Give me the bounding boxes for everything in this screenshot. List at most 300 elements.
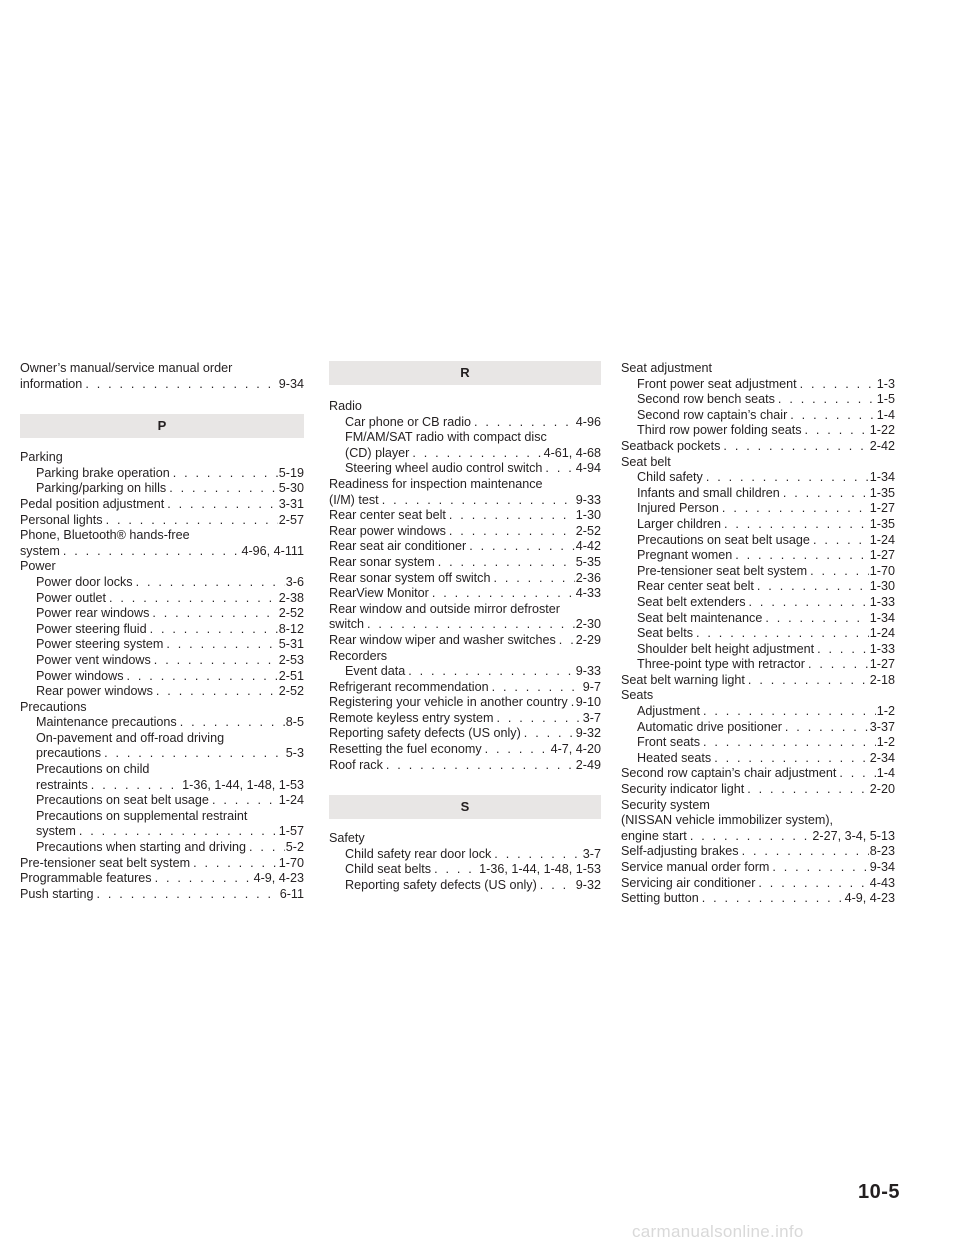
index-entry [621, 876, 895, 892]
dot-leader [149, 606, 277, 622]
entry-page-ref: 2-52 [575, 523, 601, 538]
index-entry [329, 664, 601, 680]
index-heading: Precautions on supplemental restraint [36, 808, 248, 823]
entry-page-ref: 2-29 [575, 632, 601, 647]
index-column-2 [329, 361, 601, 894]
index-entry [621, 392, 895, 408]
index-entry [621, 860, 895, 876]
entry-page-ref: 9-33 [575, 664, 601, 679]
index-heading: Seat belt [621, 454, 671, 469]
entry-page-ref: 1-70 [869, 563, 895, 578]
dot-leader [491, 847, 582, 863]
entry-term: Parking/parking on hills [36, 481, 167, 496]
index-entry [329, 461, 601, 477]
dot-leader [364, 617, 575, 633]
entry-term: Pre-tensioner seat belt system [20, 855, 191, 870]
dot-leader [787, 408, 876, 424]
entry-term: Event data [345, 664, 406, 679]
entry-page-ref: 5-19 [278, 465, 304, 480]
dot-leader [797, 377, 876, 393]
entry-page-ref: 1-27 [869, 501, 895, 516]
index-entry [20, 778, 304, 794]
index-entry [20, 497, 304, 513]
entry-term: Parking brake operation [36, 465, 170, 480]
index-entry [621, 844, 895, 860]
entry-page-ref: 4-96 [575, 414, 601, 429]
index-entry [20, 840, 304, 856]
index-entry [329, 571, 601, 587]
dot-leader [568, 695, 575, 711]
dot-leader [151, 653, 278, 669]
index-heading: Seat adjustment [621, 361, 713, 375]
entry-page-ref: 8-23 [869, 844, 895, 859]
entry-term: Second row bench seats [637, 392, 775, 407]
dot-leader [744, 782, 869, 798]
index-entry [621, 829, 895, 845]
index-entry [329, 711, 601, 727]
dot-leader [732, 548, 869, 564]
index-entry [621, 891, 895, 907]
dot-leader [209, 793, 278, 809]
index-entry [20, 669, 304, 685]
dot-leader [133, 575, 285, 591]
entry-term: Seat belt maintenance [637, 610, 763, 625]
index-entry [20, 466, 304, 482]
index-entry [20, 824, 304, 840]
entry-term: Second row captain’s chair [637, 407, 788, 422]
index-heading: On-pavement and off-road driving [36, 730, 225, 745]
entry-page-ref: 1-35 [869, 485, 895, 500]
entry-page-ref: 2-53 [278, 652, 304, 667]
entry-term: Pregnant women [637, 548, 733, 563]
dot-leader [106, 591, 278, 607]
entry-page-ref: 1-4 [876, 407, 895, 422]
entry-page-ref: 2-20 [869, 782, 895, 797]
index-entry [621, 408, 895, 424]
entry-page-ref: 5-3 [285, 746, 304, 761]
dot-leader [782, 720, 869, 736]
index-entry [329, 493, 601, 509]
dot-leader [88, 778, 181, 794]
dot-leader [383, 758, 575, 774]
entry-page-ref: 4-43 [869, 875, 895, 890]
index-entry [621, 611, 895, 627]
dot-leader [775, 392, 876, 408]
index-entry [621, 751, 895, 767]
index-entry [20, 637, 304, 653]
index-entry [329, 524, 601, 540]
entry-term: Shoulder belt height adjustment [637, 641, 815, 656]
index-entry [329, 508, 601, 524]
dot-leader [810, 533, 869, 549]
entry-page-ref: 1-36, 1-44, 1-48, 1-53 [182, 777, 304, 792]
entry-page-ref: 4-42 [575, 539, 601, 554]
entry-page-ref: 2-52 [278, 684, 304, 699]
entry-term: RearView Monitor [329, 586, 429, 601]
entry-term: Power rear windows [36, 606, 150, 621]
entry-page-ref: 2-34 [869, 750, 895, 765]
index-entry [621, 548, 895, 564]
entry-term: Three-point type with retractor [637, 657, 805, 672]
dot-leader [163, 637, 277, 653]
index-heading: Owner’s manual/service manual order [20, 361, 233, 375]
entry-term: Rear center seat belt [637, 579, 754, 594]
entry-page-ref: 9-34 [278, 376, 304, 391]
index-entry [329, 878, 601, 894]
index-heading: Safety [329, 831, 365, 846]
dot-leader [103, 513, 278, 529]
entry-term: Rear power windows [329, 523, 446, 538]
dot-leader [762, 611, 868, 627]
entry-page-ref: 1-27 [869, 548, 895, 563]
section-header-s: S [329, 795, 601, 819]
index-entry [20, 856, 304, 872]
entry-term: Self-adjusting brakes [621, 844, 739, 859]
entry-page-ref: 1-36, 1-44, 1-48, 1-53 [479, 862, 601, 877]
entry-term: Precautions on seat belt usage [637, 532, 810, 547]
index-entry [20, 653, 304, 669]
dot-leader [471, 415, 575, 431]
entry-term: Registering your vehicle in another country [329, 695, 568, 710]
dot-leader [482, 742, 550, 758]
index-entry [621, 470, 895, 486]
entry-term: Service manual order form [621, 860, 770, 874]
dot-leader [754, 579, 869, 595]
index-heading: Security system [621, 797, 710, 812]
dot-leader [693, 626, 869, 642]
entry-term: Second row captain’s chair adjustment [621, 766, 837, 781]
entry-term: information [20, 376, 83, 391]
dot-leader [739, 844, 869, 860]
entry-page-ref: 2-30 [575, 617, 601, 632]
entry-page-ref: 1-35 [869, 516, 895, 531]
dot-leader [836, 766, 875, 782]
entry-term: Reporting safety defects (US only) [345, 878, 537, 893]
entry-page-ref: 2-51 [278, 668, 304, 683]
dot-leader [711, 751, 869, 767]
entry-page-ref: 2-18 [869, 672, 895, 687]
index-heading: Radio [329, 399, 362, 413]
dot-leader [446, 508, 575, 524]
entry-term: Steering wheel audio control switch [345, 461, 543, 476]
index-entry [329, 695, 601, 711]
entry-page-ref: 1-3 [876, 376, 895, 391]
entry-term: Power windows [36, 668, 124, 683]
dot-leader [700, 735, 876, 751]
entry-page-ref: 9-7 [582, 679, 601, 694]
entry-term: Pedal position adjustment [20, 496, 165, 511]
index-entry [621, 766, 895, 782]
index-entry [621, 735, 895, 751]
dot-leader [745, 673, 869, 689]
dot-leader [164, 497, 278, 513]
entry-page-ref: 2-57 [278, 512, 304, 527]
dot-leader [556, 633, 575, 649]
dot-leader [446, 524, 575, 540]
dot-leader [153, 684, 278, 700]
entry-term: Heated seats [637, 750, 712, 765]
entry-page-ref: 1-5 [876, 392, 895, 407]
entry-page-ref: 5-35 [575, 554, 601, 569]
index-entry [20, 544, 304, 560]
index-entry [621, 642, 895, 658]
entry-term: Larger children [637, 516, 722, 531]
entry-page-ref: 1-4 [876, 766, 895, 781]
entry-term: Seat belt extenders [637, 594, 746, 609]
entry-page-ref: 1-33 [869, 641, 895, 656]
index-entry [329, 539, 601, 555]
entry-page-ref: 1-30 [869, 579, 895, 594]
watermark[interactable]: carmanualsonline.info [632, 1222, 804, 1241]
entry-page-ref: 1-22 [869, 423, 895, 438]
index-entry [20, 481, 304, 497]
entry-page-ref: 1-33 [869, 594, 895, 609]
index-heading: Precautions on child [36, 762, 150, 777]
entry-term: Rear power windows [36, 684, 153, 699]
index-entry [621, 533, 895, 549]
dot-leader [379, 493, 575, 509]
entry-term: Personal lights [20, 512, 103, 527]
entry-term: Front power seat adjustment [637, 376, 797, 391]
index-entry [621, 517, 895, 533]
index-entry [621, 720, 895, 736]
entry-page-ref: 8-12 [278, 621, 304, 636]
entry-page-ref: 4-94 [575, 461, 601, 476]
entry-page-ref: 3-7 [582, 710, 601, 725]
entry-page-ref: 1-24 [869, 532, 895, 547]
entry-page-ref: 1-2 [876, 704, 895, 719]
index-entry [329, 555, 601, 571]
dot-leader [699, 891, 844, 907]
entry-page-ref: 2-52 [278, 606, 304, 621]
entry-page-ref: 4-9, 4-23 [844, 891, 895, 906]
entry-term: Rear window wiper and washer switches [329, 632, 556, 647]
page-number: 10-5 [858, 1181, 901, 1203]
index-entry [621, 439, 895, 455]
entry-page-ref: 1-24 [869, 626, 895, 641]
entry-term: Infants and small children [637, 485, 780, 500]
index-entry [20, 746, 304, 762]
index-entry [329, 586, 601, 602]
entry-term: Precautions when starting and driving [36, 840, 247, 855]
entry-term: Car phone or CB radio [345, 414, 472, 429]
dot-leader [814, 642, 869, 658]
entry-term: Setting button [621, 891, 699, 906]
entry-page-ref: 5-30 [278, 481, 304, 496]
entry-page-ref: 4-33 [575, 586, 601, 601]
index-entry [329, 617, 601, 633]
index-heading: Power [20, 559, 56, 574]
index-entry [621, 377, 895, 393]
dot-leader [490, 571, 574, 587]
entry-page-ref: 1-30 [575, 508, 601, 523]
dot-leader [807, 564, 869, 580]
index-entry [20, 793, 304, 809]
entry-page-ref: 9-32 [575, 878, 601, 893]
dot-leader [94, 887, 279, 903]
index-entry [329, 742, 601, 758]
dot-leader [780, 486, 869, 502]
index-entry [329, 680, 601, 696]
index-entry [20, 887, 304, 903]
index-entry [20, 871, 304, 887]
dot-leader [755, 876, 868, 892]
entry-page-ref: 1-34 [869, 470, 895, 485]
index-entry [329, 446, 601, 462]
index-heading: Seats [621, 688, 654, 703]
dot-leader [687, 829, 812, 845]
entry-page-ref: 4-9, 4-23 [253, 871, 304, 886]
entry-term: Security indicator light [621, 782, 745, 797]
index-entry [329, 415, 601, 431]
index-entry [329, 726, 601, 742]
index-column-1 [20, 361, 304, 902]
index-entry [621, 595, 895, 611]
entry-term: Maintenance precautions [36, 715, 177, 730]
dot-leader [703, 470, 869, 486]
entry-term: Resetting the fuel economy [329, 742, 482, 757]
index-heading: FM/AM/SAT radio with compact disc [345, 430, 547, 445]
entry-term: Third row power folding seats [637, 423, 802, 438]
entry-term: Automatic drive positioner [637, 719, 782, 734]
dot-leader [466, 539, 575, 555]
dot-leader [190, 856, 278, 872]
dot-leader [721, 517, 869, 533]
dot-leader [246, 840, 285, 856]
entry-page-ref: 9-10 [575, 695, 601, 710]
dot-leader [409, 446, 542, 462]
dot-leader [435, 555, 575, 571]
index-heading: Phone, Bluetooth® hands-free [20, 528, 190, 543]
entry-term: Push starting [20, 886, 94, 901]
entry-term: Rear seat air conditioner [329, 539, 467, 554]
index-entry [329, 847, 601, 863]
entry-term: Child safety rear door lock [345, 846, 492, 861]
index-entry [621, 657, 895, 673]
index-entry [20, 591, 304, 607]
entry-page-ref: 3-6 [285, 574, 304, 589]
dot-leader [537, 878, 575, 894]
entry-page-ref: 4-96, 4-111 [241, 543, 304, 558]
dot-leader [493, 711, 581, 727]
index-entry [20, 575, 304, 591]
entry-page-ref: 8-5 [285, 715, 304, 730]
entry-term: restraints [36, 777, 88, 792]
index-entry [621, 423, 895, 439]
index-column-3 [621, 361, 895, 907]
index-entry [20, 715, 304, 731]
entry-term: Pre-tensioner seat belt system [637, 563, 808, 578]
entry-term: Reporting safety defects (US only) [329, 726, 521, 741]
entry-page-ref: 3-7 [582, 846, 601, 861]
index-entry [20, 377, 304, 393]
entry-term: precautions [36, 746, 102, 761]
index-entry [20, 684, 304, 700]
entry-term: Front seats [637, 735, 700, 750]
dot-leader [489, 680, 582, 696]
entry-page-ref: 2-49 [575, 757, 601, 772]
entry-page-ref: 3-31 [278, 496, 304, 511]
entry-page-ref: 9-33 [575, 492, 601, 507]
entry-term: Refrigerant recommendation [329, 679, 489, 694]
entry-term: Seat belt warning light [621, 672, 745, 687]
entry-term: Seat belts [637, 626, 694, 641]
dot-leader [60, 544, 241, 560]
entry-page-ref: 1-27 [869, 657, 895, 672]
entry-page-ref: 1-70 [278, 855, 304, 870]
index-heading: Precautions [20, 699, 87, 714]
dot-leader [429, 586, 575, 602]
entry-term: switch [329, 617, 364, 632]
entry-page-ref: 1-34 [869, 610, 895, 625]
index-entry [621, 486, 895, 502]
index-entry [329, 862, 601, 878]
dot-leader [802, 423, 869, 439]
entry-term: (I/M) test [329, 492, 379, 507]
entry-page-ref: 9-34 [869, 860, 895, 874]
entry-page-ref: 2-27, 3-4, 5-13 [812, 828, 895, 843]
entry-term: Rear sonar system off switch [329, 570, 491, 585]
entry-page-ref: 1-57 [278, 824, 304, 839]
dot-leader [720, 439, 868, 455]
entry-page-ref: 3-37 [869, 719, 895, 734]
dot-leader [170, 466, 278, 482]
entry-page-ref: 2-38 [278, 590, 304, 605]
entry-page-ref: 9-32 [575, 726, 601, 741]
entry-term: Adjustment [637, 704, 700, 719]
index-entry [621, 673, 895, 689]
entry-term: Power steering system [36, 637, 164, 652]
entry-term: (CD) player [345, 445, 410, 460]
entry-term: Child seat belts [345, 862, 432, 877]
entry-page-ref: 2-36 [575, 570, 601, 585]
entry-page-ref: 1-2 [876, 735, 895, 750]
index-entry [329, 758, 601, 774]
section-header-r: R [329, 361, 601, 385]
entry-page-ref: 1-24 [278, 793, 304, 808]
entry-page-ref: 5-31 [278, 637, 304, 652]
entry-term: engine start [621, 828, 687, 843]
dot-leader [177, 715, 285, 731]
entry-page-ref: 4-7, 4-20 [550, 742, 601, 757]
entry-term: Programmable features [20, 871, 152, 886]
entry-term: Precautions on seat belt usage [36, 793, 209, 808]
index-entry [621, 579, 895, 595]
index-entry [20, 513, 304, 529]
entry-term: Roof rack [329, 757, 383, 772]
index-heading: (NISSAN vehicle immobilizer system), [621, 813, 834, 828]
entry-term: Servicing air conditioner [621, 875, 756, 890]
dot-leader [82, 377, 277, 393]
entry-page-ref: 4-61, 4-68 [543, 445, 601, 460]
entry-term: Remote keyless entry system [329, 710, 494, 725]
dot-leader [805, 657, 869, 673]
dot-leader [152, 871, 253, 887]
entry-term: Injured Person [637, 501, 719, 516]
entry-term: Power vent windows [36, 652, 151, 667]
index-heading: Rear window and outside mirror defroster [329, 601, 560, 616]
index-heading: Recorders [329, 648, 388, 663]
entry-term: Power steering fluid [36, 621, 147, 636]
dot-leader [719, 501, 869, 517]
entry-term: Power outlet [36, 590, 107, 605]
entry-term: system [20, 543, 60, 558]
dot-leader [101, 746, 285, 762]
dot-leader [405, 664, 575, 680]
dot-leader [124, 669, 278, 685]
entry-page-ref: 5-2 [285, 840, 304, 855]
entry-page-ref: 2-42 [869, 438, 895, 453]
